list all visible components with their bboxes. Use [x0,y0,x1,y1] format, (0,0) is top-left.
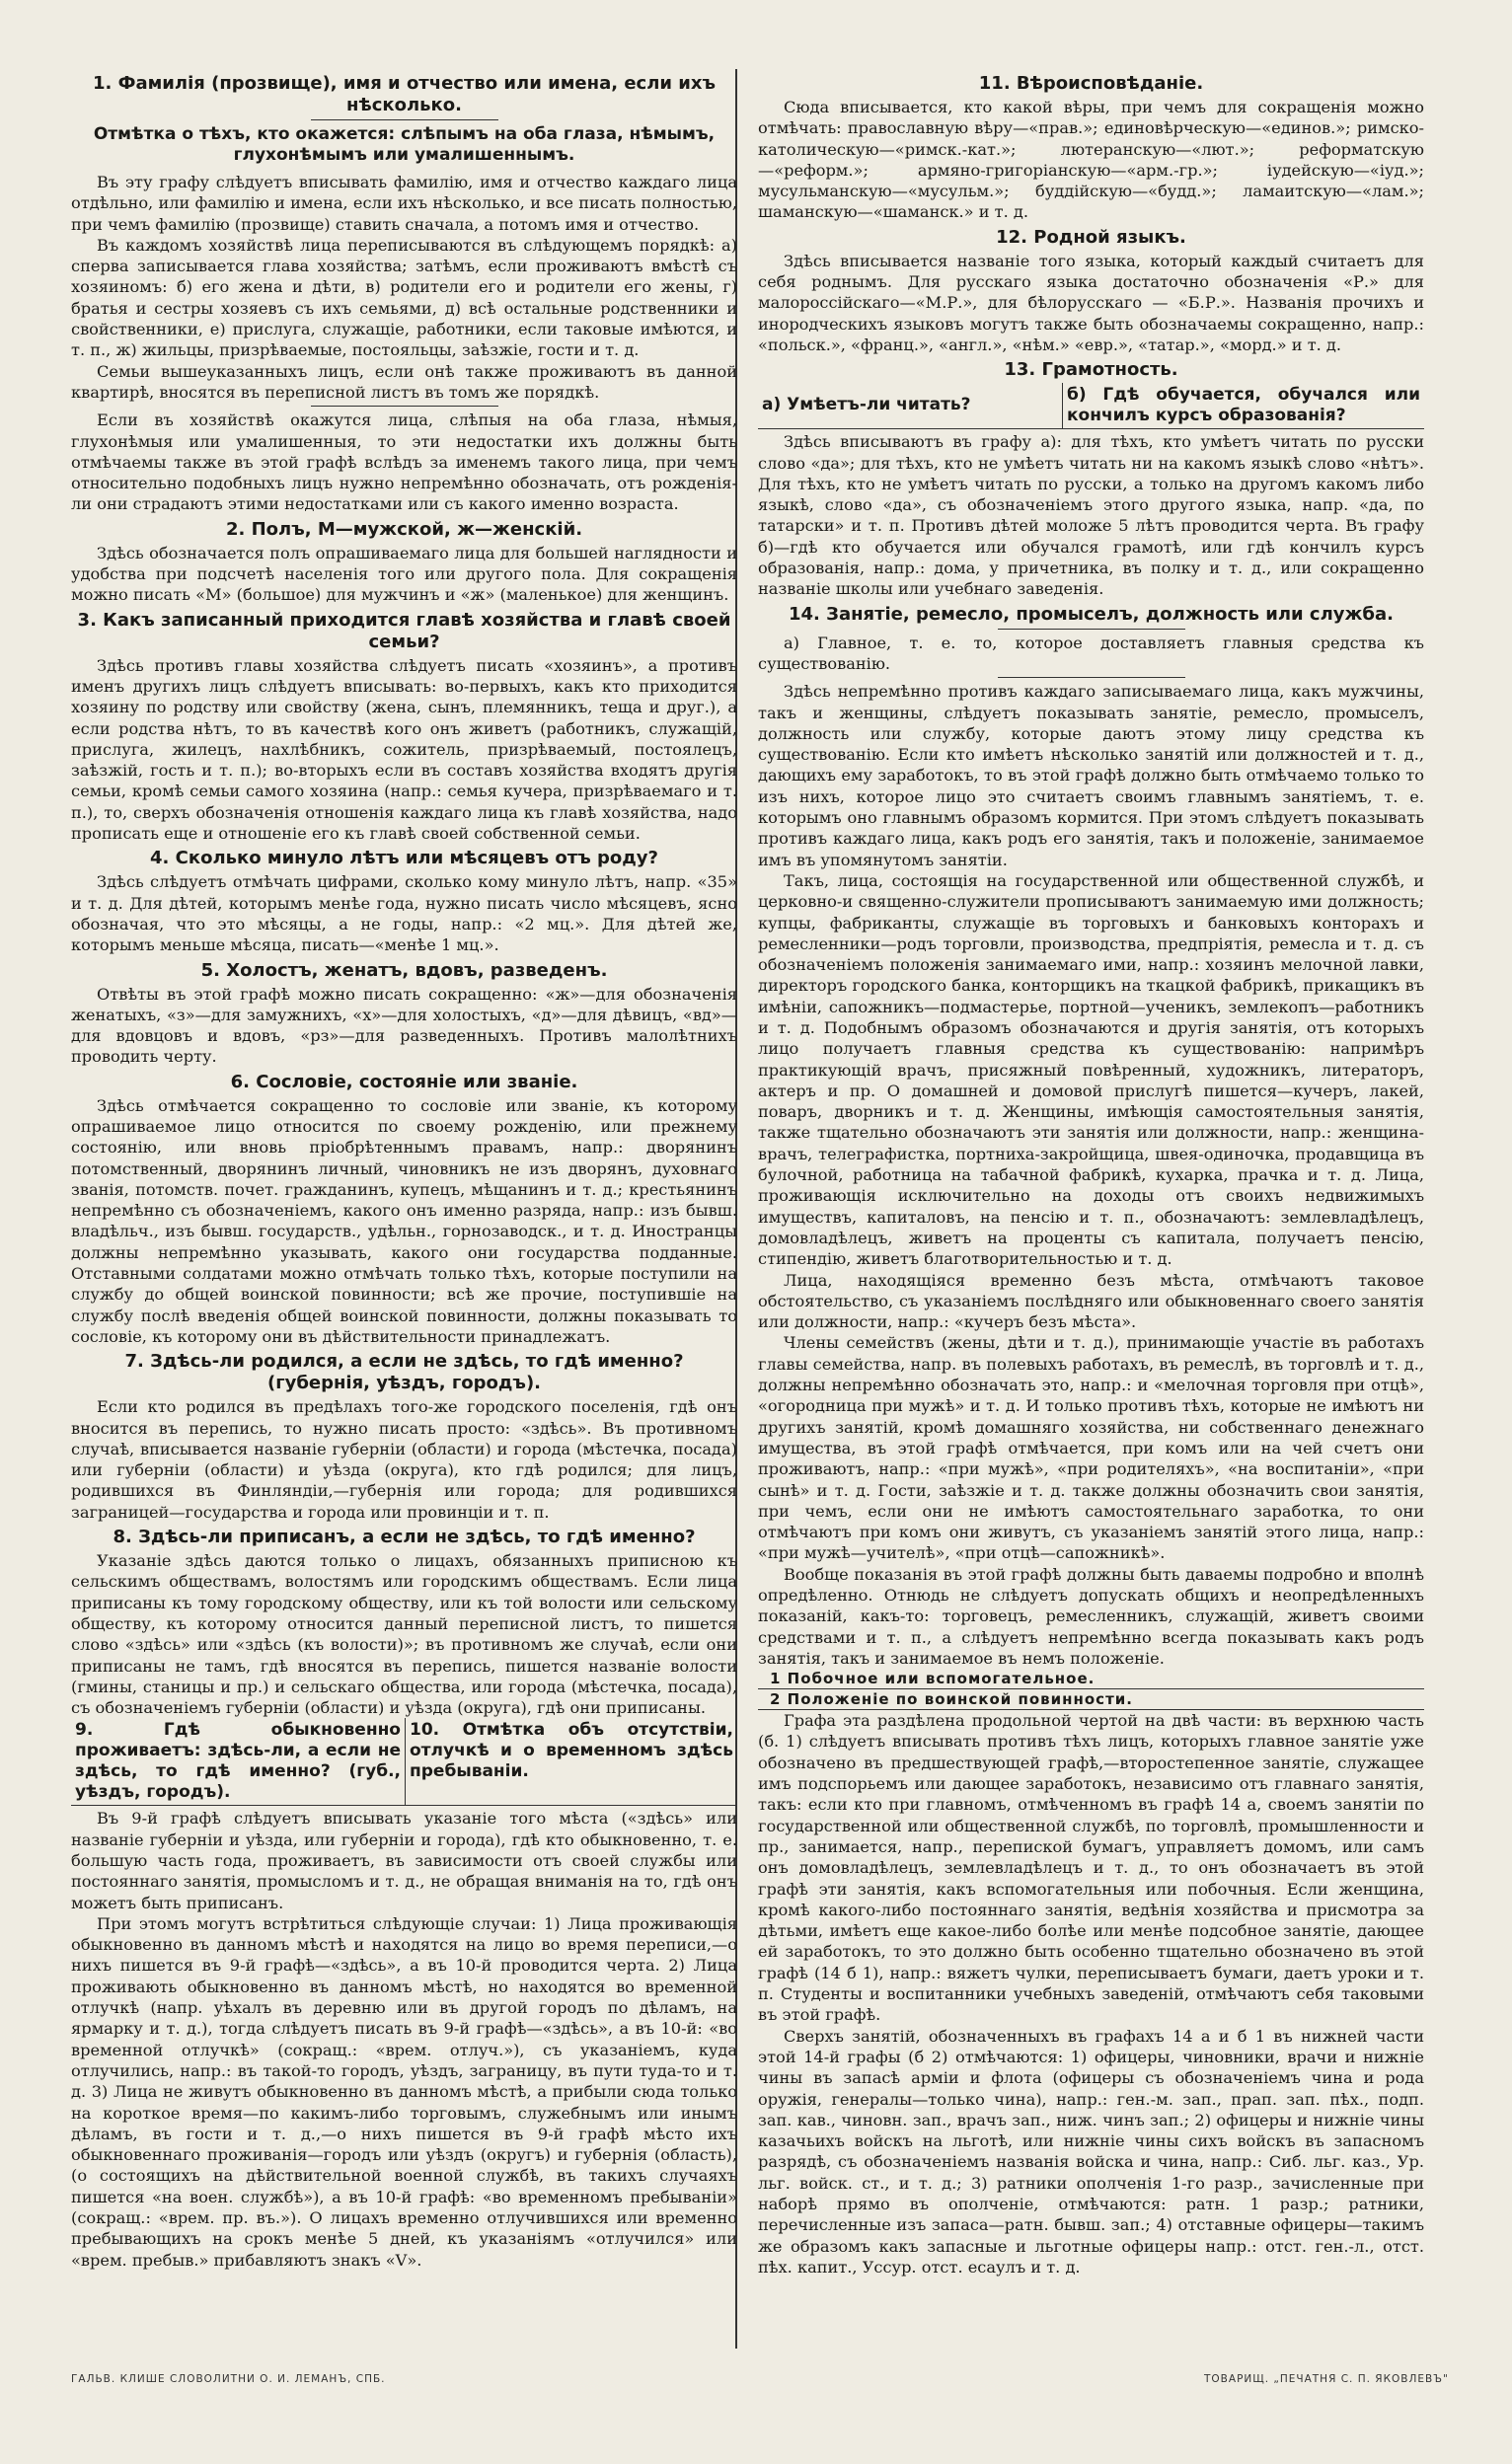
section-3-title: 3. Какъ записанный приходится главѣ хозяйства и главѣ своей семьи? [77,609,731,652]
paragraph: Здѣсь обозначается полъ опрашиваемаго лица для большей наглядности и удобства при подсчетѣ населенія того или другого пола. Для сокращенія можно писать «М» (большое) для мужчинъ и «ж» (маленькое) для женщинъ. [71,543,737,605]
paragraph: Здѣсь вписывается названіе того языка, который каждый считаетъ для себя роднымъ. Для русскаго языка достаточно обозначенія «Р.» для малороссійскаго—«М.Р.», для бѣлорусскаго — «Б.Р.». Названія прочихъ и инородческихъ языковъ могутъ также быть обозначаемы сокращенно, напр.: «польск.», «франц.», «англ.», «нѣм.» «евр.», «татар.», «морд.» и т. д. [758,251,1424,354]
section-14-b2: 2 Положеніе по воинской повинности. [758,1688,1424,1710]
paragraph: Семьи вышеуказанныхъ лицъ, если онѣ также проживаютъ въ данной квартирѣ, вносятся въ переписной листъ въ томъ же порядкѣ. [71,361,737,402]
section-10-title: 10. Отмѣтка объ отсутствіи, отлучкѣ и о временномъ здѣсь пребываніи. [405,1718,737,1805]
section-12-title: 12. Родной языкъ. [996,226,1186,248]
section-14-a: а) Главное, т. е. то, которое доставляетъ главныя средства къ существованію. [758,633,1424,673]
paragraph: Графа эта раздѣлена продольной чертой на двѣ части: въ верхнюю часть (б. 1) слѣдуетъ вписывать противъ тѣхъ лицъ, которыхъ главное занятіе уже обозначено въ предшествующей графѣ,—второстепенное занятіе, служащее имъ подспорьемъ или дающее заработокъ, независимо отъ главнаго занятія, такъ: если кто при главномъ, отмѣченномъ въ графѣ 14 а, своемъ занятіи по государственной или общественной службѣ, по торговлѣ, промышленности и пр., занимается, напр., перепиской бумагъ, управляетъ домомъ, или самъ онъ домовладѣлецъ, землевладѣлецъ и т. д., то онъ обозначаетъ въ этой графѣ эти занятія, какъ вспомогательныя или побочныя. Если женщина, кромѣ какого-либо постояннаго занятія, ведѣнія хозяйства и присмотра за дѣтьми, имѣетъ еще какое-либо болѣе или менѣе подсобное занятіе, дающее ей заработокъ, то это должно быть особенно тщательно обозначено въ этой графѣ (14 б 1), напр.: вяжетъ чулки, переписываетъ бумаги, даетъ уроки и т. п. Студенты и воспитанники учебныхъ заведеній, отмѣчаютъ себя таковыми въ этой графѣ. [758,1711,1424,2025]
paragraph: Въ 9-й графѣ слѣдуетъ вписывать указаніе того мѣста («здѣсь» или названіе губерніи и уѣзда, или губерніи и города), гдѣ кто обыкновенно, т. е. большую часть года, проживаетъ, въ зависимости отъ своей службы или постояннаго занятія, промысломъ и т. д., не обращая вниманія на то, гдѣ онъ можетъ быть приписанъ. [71,1809,737,1912]
paragraph: Здѣсь отмѣчается сокращенно то сословіе или званіе, къ которому опрашиваемое лицо относится по своему рожденію, или прежнему состоянію, или вновь пріобрѣтеннымъ правамъ, напр.: дворянинъ потомственный, дворянинъ личный, чиновникъ не изъ дворянъ, духовнаго званія, потомств. почет. гражданинъ, купецъ, мѣщанинъ и т. д.; крестьянинъ непремѣнно съ обозначеніемъ, какого онъ именно разряда, напр.: изъ бывш. владѣльч., изъ бывш. государств., удѣльн., горнозаводск., и т. д. Иностранцы должны непремѣнно указывать, какого они государства подданные. Отставными солдатами можно отмѣчать только тѣхъ, которые поступили на службу до общей воинской повинности; всѣ же прочие, поступившіе на службу послѣ введенія общей воинской повинности, должны показывать то сословіе, къ которому они въ дѣйствительности принадлежатъ. [71,1095,737,1346]
paragraph: Здѣсь противъ главы хозяйства слѣдуетъ писать «хозяинъ», а противъ именъ другихъ лицъ слѣдуетъ вписывать: во-первыхъ, какъ кто приходится хозяину по родству или свойству (жена, сынъ, племянникъ, теща и друг.), а если родства нѣтъ, то въ качествѣ кого онъ живетъ (работникъ, служащій, прислуга, жилецъ, нахлѣбникъ, сожитель, призрѣваемый, постоялецъ, заѣзжій, гость и т. п.); во-вторыхъ если въ составъ хозяйства входятъ другія семьи, кромѣ семьи самого хозяина (напр.: семья кучера, призрѣваемаго и т. п.), то, сверхъ обозначенія отношенія каждаго лица къ главѣ хозяйства, надо прописать еще и отношеніе его къ главѣ своей собственной семьи. [71,655,737,844]
rule-divider [998,677,1185,678]
paragraph: Здѣсь непремѣнно противъ каждаго записываемаго лица, какъ мужчины, такъ и женщины, слѣдуетъ показывать занятіе, ремесло, промыселъ, должность или службу, которые даютъ этому лицу средства къ существованію. Если кто имѣетъ нѣсколько занятій или должностей и т. д., дающихъ ему заработокъ, то въ этой графѣ должно быть отмѣчаемо только то изъ нихъ, которое лицо это считаетъ своимъ главнымъ занятіемъ, т. е. которымъ оно главнымъ образомъ кормится. При этомъ слѣдуетъ показывать противъ каждаго лица, какъ родъ его занятія, такъ и положеніе, занимаемое имъ въ упомянутомъ занятіи. [758,682,1424,869]
paragraph: Члены семействъ (жены, дѣти и т. д.), принимающіе участіе въ работахъ главы семейства, напр. въ полевыхъ работахъ, въ ремеслѣ, въ торговлѣ и т. д., должны непремѣнно обозначать это, напр.: и «мелочная торговля при отцѣ», «огородница при мужѣ» и т. д. И только противъ тѣхъ, которые не имѣютъ ни другихъ занятій, кромѣ домашняго хозяйства, ни собственнаго денежнаго имущества, въ этой графѣ отмѣчается, при комъ или на чей счетъ они проживаютъ, напр.: «при мужѣ», «при родителяхъ», «на воспитаніи», «при сынѣ» и т. д. Гости, заѣзжіе и т. д. также должны обозначить свои занятія, при чемъ, если они не имѣютъ самостоятельнаго заработка, то они отмѣчаютъ при комъ они живутъ, съ указаніемъ занятій этого лица, напр.: «при мужѣ—учителѣ», «при отцѣ—сапожникѣ». [758,1333,1424,1563]
paragraph: Такъ, лица, состоящія на государственной или общественной службѣ, и церковно-и священно-служители прописываютъ занимаемую ими должность; купцы, фабриканты, служащіе въ торговыхъ и банковыхъ конторахъ и ремесленники—родъ торговли, производства, предпріятія, ремесла и т. д. съ обозначеніемъ положенія занимаемаго ими, напр.: хозяинъ мелочной лавки, директоръ городского банка, конторщикъ на ткацкой фабрикѣ, прикащикъ въ имѣніи, сапожникъ—подмастерье, портной—ученикъ, землекопъ—работникъ и т. д. Подобнымъ образомъ обозначаются и другія занятія, отъ которыхъ лицо получаетъ главныя средства къ существованію: напримѣръ практикующій врачъ, присяжный повѣренный, художникъ, литераторъ, актеръ и пр. О домашней и домовой прислугѣ пишется—кучеръ, лакей, поваръ, дворникъ и т. д. Женщины, имѣющія самостоятельныя занятія, также тщательно обозначаютъ эти занятія или должности, напр.: женщина-врачъ, телеграфистка, портниха-закройщица, швея-одиночка, продавщица въ булочной, работница на табачной фабрикѣ, кухарка, прачка и т. д. Лица, проживающія исключительно на доходы отъ своихъ недвижимыхъ имуществъ, капиталовъ, на пенсію и т. п., обозначаютъ: землевладѣлецъ, домовладѣлецъ, живетъ на проценты съ капитала, получаетъ пенсію, стипендію, живетъ благотворительностью и т. д. [758,870,1424,1269]
section-13-subheader [758,383,1424,429]
paragraph: Указаніе здѣсь даются только о лицахъ, обязанныхъ приписною къ сельскимъ обществамъ, волостямъ или городскимъ обществамъ. Если лица приписаны къ тому городскому обществу, или къ той волости или сельскому обществу, къ которому относится данный переписной листъ, то пишется слово «здѣсь» или «здѣсь (къ волости)»; въ противномъ же случаѣ, если они приписаны не тамъ, гдѣ вносятся въ перепись, пишется названіе волости (гмины, станицы и пр.) и сельскаго общества, или города (мѣстечка, посада), съ обозначеніемъ губерніи (области) и уѣзда (округа), гдѣ они приписаны. [71,1551,737,1718]
section-5-title: 5. Холостъ, женатъ, вдовъ, разведенъ. [200,959,608,981]
paragraph: Здѣсь слѣдуетъ отмѣчать цифрами, сколько кому минуло лѣтъ, напр. «35» и т. д. Для дѣтей, которымъ менѣе года, нужно писать число мѣсяцевъ, ясно обозначая, что это мѣсяцы, а не годы, напр.: «2 мц.». Для дѣтей же, которымъ меньше мѣсяца, писать—«менѣе 1 мц.». [71,872,737,955]
section-2-title: 2. Полъ, М—мужской, ж—женскій. [225,518,583,540]
paragraph: Сверхъ занятій, обозначенныхъ въ графахъ 14 а и б 1 въ нижней части этой 14-й графы (б 2) отмѣчаются: 1) офицеры, чиновники, врачи и нижніе чины въ запасѣ арміи и флота (офицеры съ обозначеніемъ чина и рода оружія, генералы—только чина), напр.: ген.-м. зап., прап. зап. пѣх., подп. зап. кав., чиновн. зап., врачъ зап., ниж. чинъ зап.; 2) офицеры и нижніе чины казачьихъ войскъ на льготѣ, или нижніе чины сихъ войскъ въ запасномъ разрядѣ, съ обозначеніемъ названія войска и чина, напр.: Сиб. льг. каз., Ур. льг. войск. ст., и т. д.; 3) ратники ополченія 1-го разр., зачисленные при наборѣ прямо въ ополченіе, отмѣчаются: ратн. 1 разр.; ратники, перечисленные изъ запаса—ратн. бывш. зап.; 4) отставные офицеры—такимъ же образомъ какъ запасные и льготные офицеры напр.: отст. ген.-л., отст. пѣх. капит., Уссур. отст. есаулъ и т. д. [758,2026,1424,2277]
rule-divider [998,629,1185,630]
section-4-title: 4. Сколько минуло лѣтъ или мѣсяцевъ отъ роду? [150,848,658,869]
section-14-title: 14. Занятіе, ремесло, промыселъ, должность или служба. [789,603,1394,625]
section-1-title: 1. Фамилія (прозвище), имя и отчество или имена, если ихъ нѣсколько. [92,73,717,115]
paragraph: Въ эту графу слѣдуетъ вписывать фамилію, имя и отчество каждаго лица отдѣльно, или фамилію и имена, если ихъ нѣсколько, и все писать полностью, при чемъ фамилію (прозвище) ставить сначала, а потомъ имя и отчество. [71,173,737,234]
paragraph: Вообще показанія въ этой графѣ должны быть даваемы подробно и вполнѣ опредѣленно. Отнюдь не слѣдуетъ допускать общихъ и неопредѣленныхъ показаній, какъ-то: торговецъ, ремесленникъ, служащій, живетъ своими средствами и т. п., а слѣдуетъ непремѣнно всегда показывать какъ родъ занятія, такъ и занимаемое въ немъ положеніе. [758,1564,1424,1668]
section-13-b: б) Гдѣ обучается, обучался или кончилъ курсъ образованія? [1062,383,1424,428]
right-column [758,69,1424,2277]
section-8-title: 8. Здѣсь-ли приписанъ, а если не здѣсь, то гдѣ именно? [113,1527,696,1548]
paragraph: Сюда вписывается, кто какой вѣры, при чемъ для сокращенія можно отмѣчать: православную вѣру—«прав.»; единовѣрческую—«единов.»; римско-католическую—«римск.-кат.»; лютеранскую—«лют.»; реформатскую—«реформ.»; армяно-григоріанскую—«арм.-гр.»; іудейскую—«іуд.»; мусульманскую—«мусульм.»; буддійскую—«будд.»; ламаитскую—«лам.»; шаманскую—«шаманск.» и т. д. [758,98,1424,222]
footer-right-imprint: ТОВАРИЩ. „ПЕЧАТНЯ С. П. ЯКОВЛЕВЪ" [1204,2373,1449,2385]
section-11-title: 11. Вѣроисповѣданіе. [978,73,1204,94]
paragraph: Лица, находящіяся временно безъ мѣста, отмѣчаютъ таковое обстоятельство, съ указаніемъ послѣдняго или обыкновеннаго своего занятія или должности, напр.: «кучеръ безъ мѣста». [758,1270,1424,1332]
rule-divider [311,406,498,407]
footer-left-imprint: ГАЛЬВ. КЛИШЕ СЛОВОЛИТНИ О. И. ЛЕМАНЪ, СПБ. [71,2373,386,2385]
paragraph: Если въ хозяйствѣ окажутся лица, слѣпыя на оба глаза, нѣмыя, глухонѣмыя или умалишенныя, то эти недостатки ихъ должны быть отмѣчаемы также въ этой графѣ вслѣдъ за именемъ такого лица, при чемъ относительно подобныхъ лицъ нужно непремѣнно обозначать, отъ рожденія-ли они страдаютъ этими недостатками или съ какого именно возраста. [71,411,737,514]
sections-9-10-header [71,1718,737,1806]
section-13-a: а) Умѣетъ-ли читать? [762,395,971,415]
section-14-b1: 1 Побочное или вспомогательное. [770,1670,1096,1688]
section-9-title: 9. Гдѣ обыкновенно проживаетъ: здѣсь-ли, а если не здѣсь, то гдѣ именно? (губ., уѣздъ, городъ). [75,1720,401,1803]
section-1-subtitle: Отмѣтка о тѣхъ, кто окажется: слѣпымъ на оба глаза, нѣмымъ, глухонѣмымъ или умалишеннымъ. [93,124,716,165]
paragraph: При этомъ могутъ встрѣтиться слѣдующіе случаи: 1) Лица проживающія обыкновенно въ данномъ мѣстѣ и находятся на лицо во время переписи,—о нихъ пишется въ 9-й графѣ—«здѣсь», а въ 10-й проводится черта. 2) Лица проживають обыкновенно въ данномъ мѣстѣ, но находятся во временной отлучкѣ (напр. уѣхалъ въ деревню или въ другой городъ по дѣламъ, на ярмарку и т. д.), тогда слѣдуетъ писать въ 9-й графѣ—«здѣсь», а въ 10-й: «во временной отлучкѣ» (сокращ.: «врем. отлуч.»), съ указаніемъ, куда отлучились, напр.: въ такой-то городъ, уѣздъ, заграницу, въ пути туда-то и т. д. 3) Лица не живутъ обыкновенно въ данномъ мѣстѣ, а прибыли сюда только на короткое время—по какимъ-либо торговымъ, служебнымъ или инымъ дѣламъ, въ гости и т. д.,—о нихъ пишется въ 9-й графѣ мѣсто ихъ обыкновеннаго проживанія—городъ или уѣздъ (округъ) и губернія (область), (о состоящихъ на дѣйствительной военной службѣ, въ такихъ случаяхъ пишется «на воен. службѣ»), а въ 10-й графѣ: «во временномъ пребываніи» (сокращ.: «врем. пр. въ.»). О лицахъ временно отлучившихся или временно пребывающихъ на срокъ менѣе 5 дней, къ указаніямъ «отлучился» или «врем. пребыв.» прибавляютъ знакъ «V». [71,1913,737,2270]
paragraph: Въ каждомъ хозяйствѣ лица переписываются въ слѣдующемъ порядкѣ: а) сперва записывается глава хозяйства; затѣмъ, если проживаютъ вмѣстѣ съ хозяиномъ: б) его жена и дѣти, в) родители его и родители его жены, г) братья и сестры хозяевъ съ ихъ семьями, д) всѣ остальные родственники и свойственники, е) прислуга, служащіе, работники, если таковые имѣются, и т. п., ж) жильцы, призрѣваемые, постояльцы, заѣзжіе, гости и т. д. [71,235,737,360]
left-column [71,69,737,2271]
section-7-title: 7. Здѣсь-ли родился, а если не здѣсь, то гдѣ именно? (губернія, уѣздъ, городъ). [124,1351,684,1394]
section-6-title: 6. Сословіе, состояніе или званіе. [230,1071,578,1092]
paragraph: Если кто родился въ предѣлахъ того-же городского поселенія, гдѣ онъ вносится въ перепись, то нужно писать просто: «здѣсь». Въ противномъ случаѣ, вписывается названіе губерніи (области) и города (мѣстечка, посада) или губерніи (области) и уѣзда (округа), кто гдѣ родился; для лицъ, родившихся въ Финляндіи,—губернія или города; для родившихся заграницей—государства и города или провинціи и т. п. [71,1397,737,1522]
paragraph: Отвѣты въ этой графѣ можно писать сокращенно: «ж»—для обозначенія женатыхъ, «з»—для замужнихъ, «х»—для холостыхъ, «д»—для дѣвицъ, «вд»—для вдовцовъ и вдовъ, «рз»—для разведенныхъ. Противъ малолѣтнихъ проводить черту. [71,984,737,1067]
paragraph: Здѣсь вписываютъ въ графу а): для тѣхъ, кто умѣетъ читать по русски слово «да»; для тѣхъ, кто не умѣетъ читать ни на какомъ языкѣ слово «нѣтъ». Для тѣхъ, кто не умѣетъ читать по русски, а только на другомъ какомъ либо языкѣ, слово «да», съ обозначеніемъ этого другого языка, напр. «да, по татарски» и т. п. Противъ дѣтей моложе 5 лѣтъ проводится черта. Въ графу б)—гдѣ кто обучается или обучался грамотѣ, или гдѣ кончилъ курсъ образованія, напр.: дома, у причетника, въ полку и т. д., или сокращенно названіе школы или учебнаго заведенія. [758,432,1424,599]
section-13-title: 13. Грамотность. [1004,359,1178,381]
rule-divider [311,119,498,120]
